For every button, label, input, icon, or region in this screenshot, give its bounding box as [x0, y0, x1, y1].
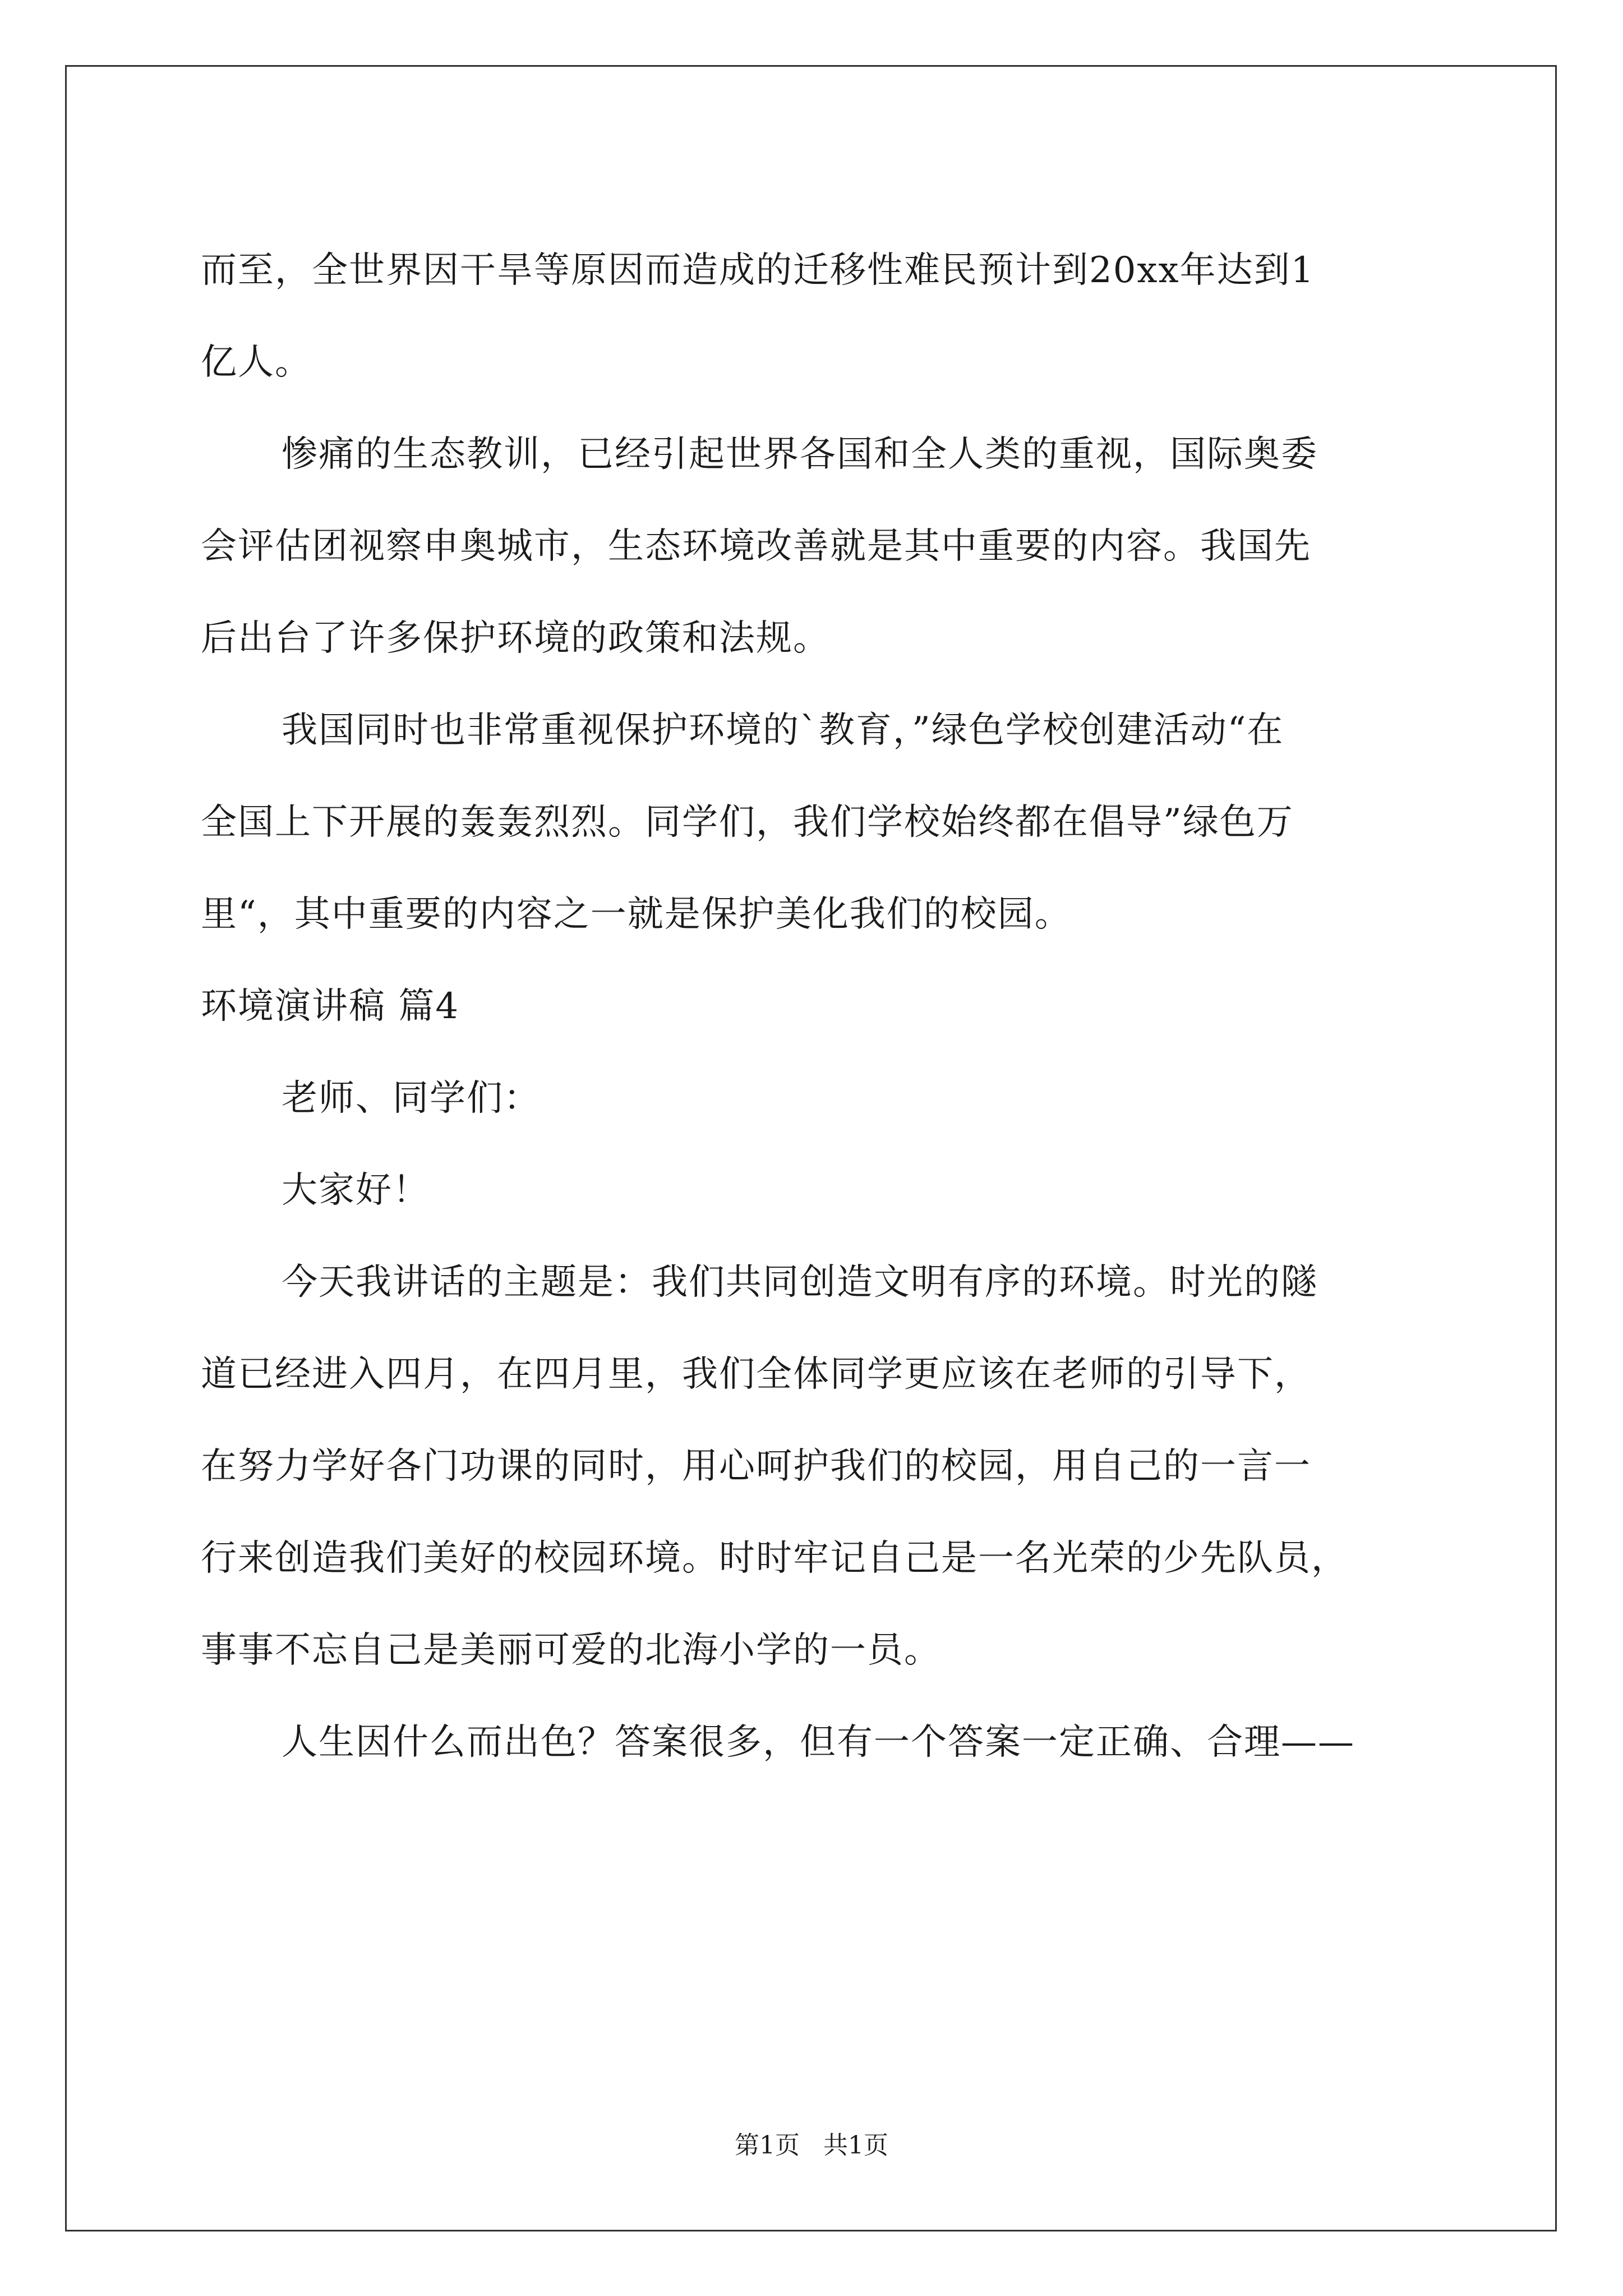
greeting-line: 大家好！ [282, 1170, 430, 1211]
body-line: 亿人。 [201, 342, 312, 383]
paragraph-start-line: 人生因什么而出色？答案很多，但有一个答案一定正确、合理—— [282, 1722, 1355, 1763]
body-line: 里“，其中重要的内容之一就是保护美化我们的校园。 [201, 894, 1072, 935]
document-body [201, 224, 1463, 1788]
page-footer: 第1页 共1页 [735, 2131, 888, 2160]
body-line: 而至，全世界因干旱等原因而造成的迁移性难民预计到20xx年达到1 [201, 250, 1315, 291]
paragraph-start-line: 我国同时也非常重视保护环境的`教育，”绿色学校创建活动“在 [282, 710, 1284, 751]
body-line: 会评估团视察申奥城市，生态环境改善就是其中重要的内容。我国先 [201, 526, 1311, 567]
paragraph-start-line: 惨痛的生态教训，已经引起世界各国和全人类的重视，国际奥委 [282, 434, 1318, 475]
section-heading: 环境演讲稿 篇4 [201, 986, 460, 1027]
salutation-line: 老师、同学们： [282, 1078, 541, 1119]
body-line: 事事不忘自己是美丽可爱的北海小学的一员。 [201, 1630, 941, 1671]
body-line: 行来创造我们美好的校园环境。时时牢记自己是一名光荣的少先队员， [201, 1538, 1348, 1579]
body-line: 后出台了许多保护环境的政策和法规。 [201, 618, 830, 659]
paragraph-start-line: 今天我讲话的主题是：我们共同创造文明有序的环境。时光的隧 [282, 1262, 1318, 1303]
body-line: 在努力学好各门功课的同时，用心呵护我们的校园，用自己的一言一 [201, 1446, 1311, 1487]
body-line: 全国上下开展的轰轰烈烈。同学们，我们学校始终都在倡导”绿色万 [201, 802, 1294, 843]
body-line: 道已经进入四月，在四月里，我们全体同学更应该在老师的引导下， [201, 1354, 1311, 1395]
